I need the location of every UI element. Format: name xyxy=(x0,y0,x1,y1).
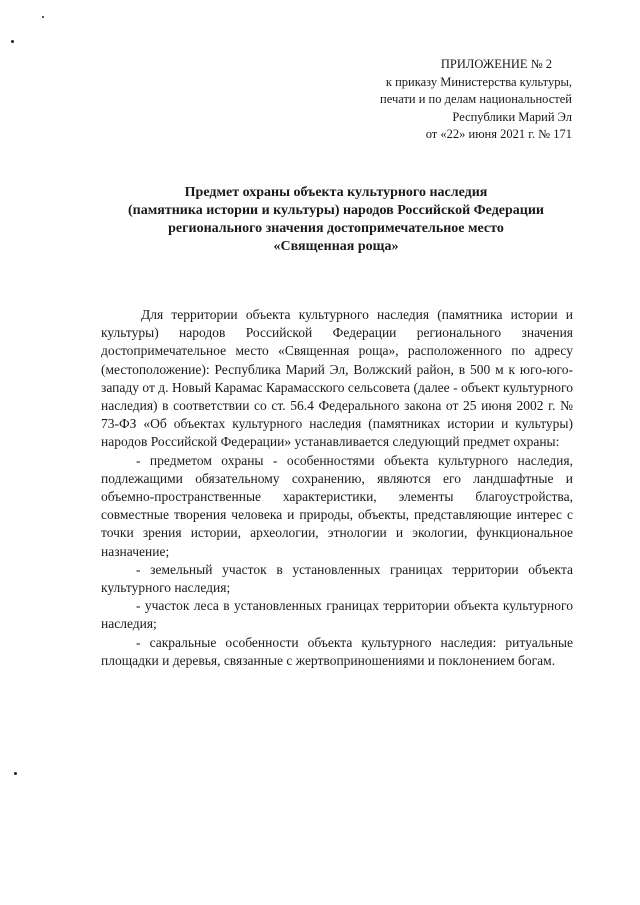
appendix-line-4: от «22» июня 2021 г. № 171 xyxy=(425,127,572,141)
appendix-line-1: к приказу Министерства культуры, xyxy=(385,74,572,89)
title-line-4: «Священная роща» xyxy=(273,239,399,254)
protection-item: - предметом охраны - особенностями объекта культурного наследия, подлежащими обязательному сохранению, являются его ландшафтные и объемно-пространственные характеристики, элементы благоустройства, совместные творения человека и природы, объекты, представляющие интерес с точки зрения истории, археологии, этнологии и экологии, функциональное назначение; xyxy=(101,452,573,559)
protection-item: - сакральные особенности объекта культурного наследия: ритуальные площадки и деревья, связанные с жертвоприношениями и поклонением богам. xyxy=(101,634,573,668)
appendix-title: ПРИЛОЖЕНИЕ № 2 xyxy=(440,57,552,71)
protection-item: - земельный участок в установленных границах территории объекта культурного наследия; xyxy=(101,561,573,596)
intro-paragraph: Для территории объекта культурного наследия (памятника истории и культуры) народов Российской Федерации регионального значения достопримечательное место «Священная роща», расположенного по адресу (местоположение): Республика Марий Эл, Волжский район, в 500 м к юго-юго-западу от д. Новый Карамас Карамасского сельсовета (далее - объект культурного наследия) в соответствии со ст. 56.4 Федерального закона от 25 июня 2002 г. № 73-ФЗ «Об объектах культурного наследия (памятниках истории и культуры) народов Российской Федерации» устанавливается следующий предмет охраны: xyxy=(101,307,573,450)
document-body xyxy=(101,306,573,670)
scan-speck xyxy=(14,772,17,775)
appendix-line-2: печати и по делам национальностей xyxy=(380,92,572,106)
protection-item: - участок леса в установленных границах территории объекта культурного наследия; xyxy=(101,598,573,632)
title-line-3: регионального значения достопримечательное место xyxy=(168,221,504,236)
document-title xyxy=(96,184,576,256)
scan-speck xyxy=(11,40,14,43)
appendix-header xyxy=(312,56,572,144)
appendix-line-3: Республики Марий Эл xyxy=(452,109,572,124)
title-line-1: Предмет охраны объекта культурного наследия xyxy=(184,185,488,200)
scan-speck xyxy=(42,16,44,18)
title-line-2: (памятника истории и культуры) народов Российской Федерации xyxy=(128,203,544,218)
